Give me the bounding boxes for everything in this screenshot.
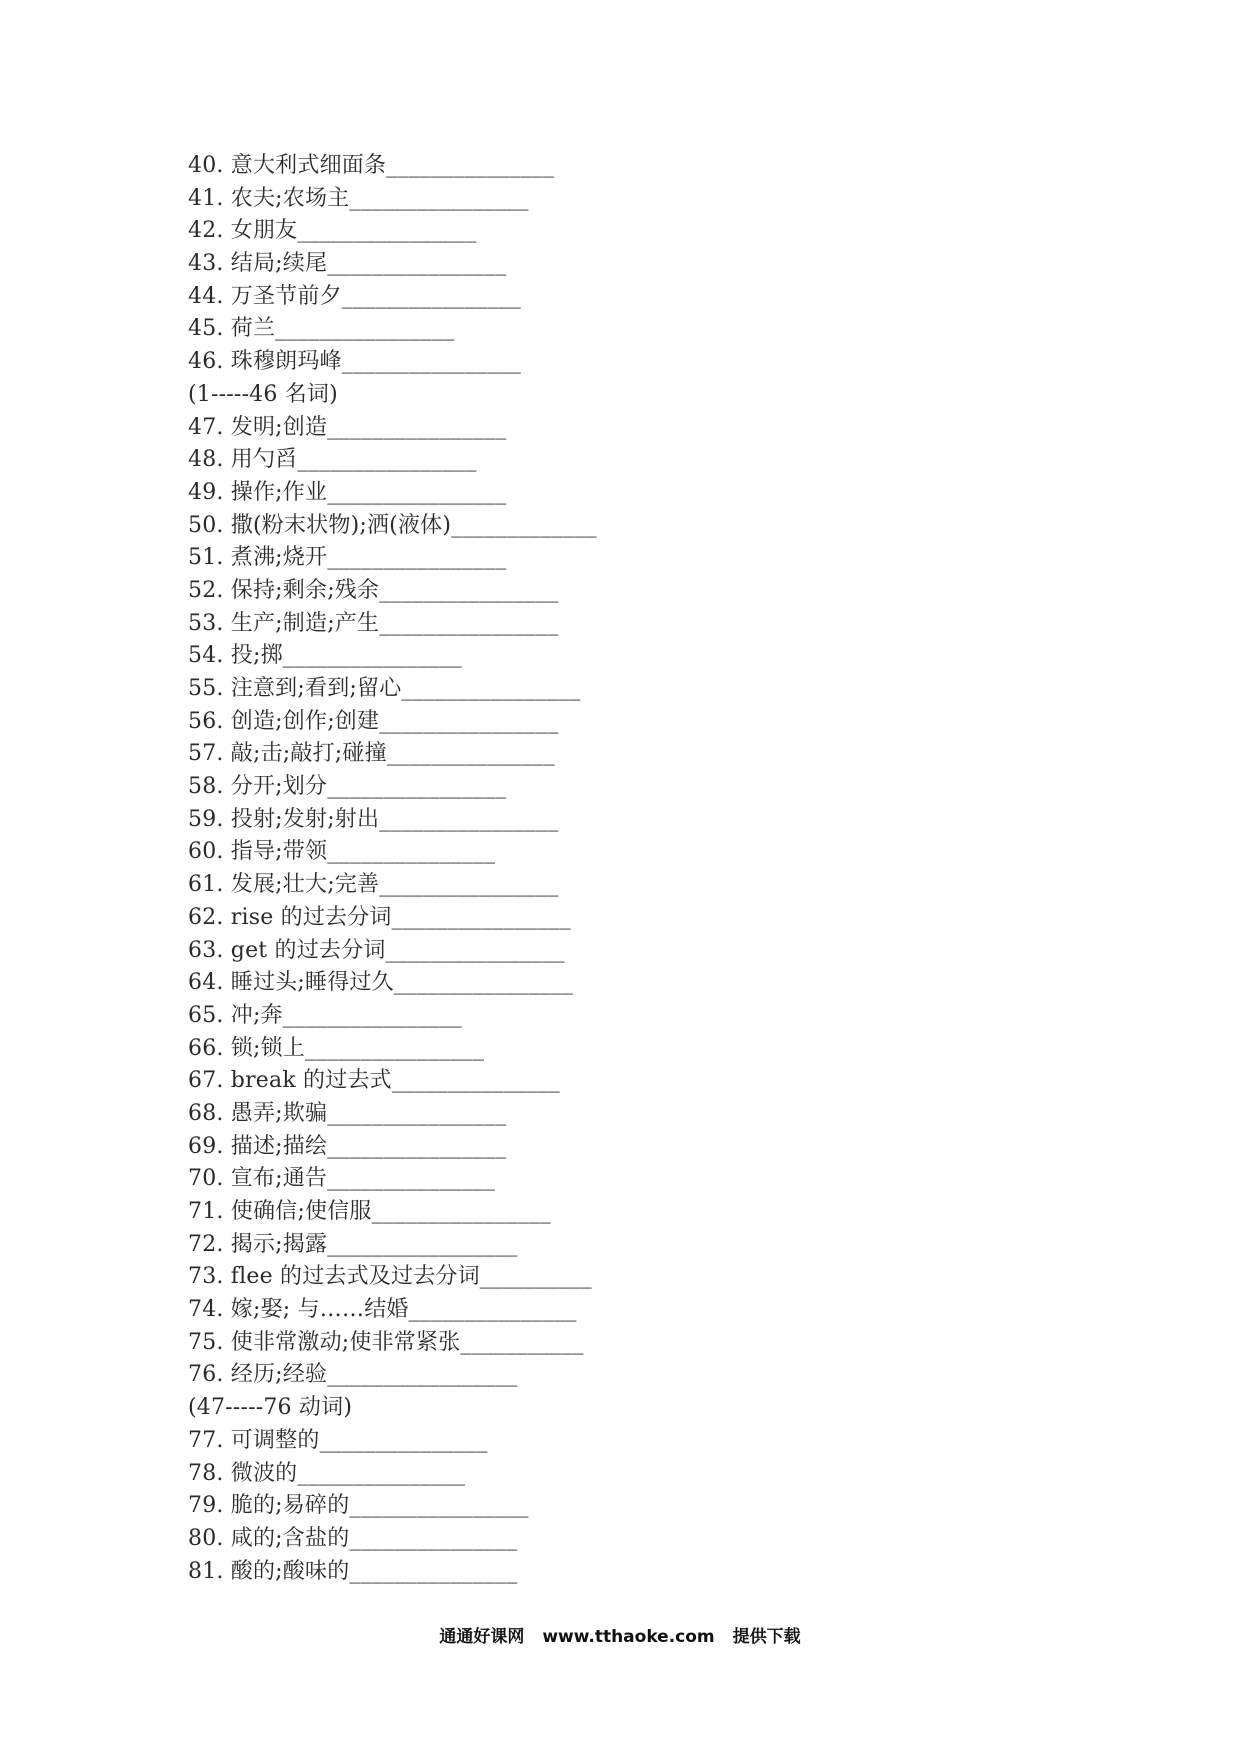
list-item: 46. 珠穆朗玛峰________________ — [188, 349, 521, 375]
list-item: 75. 使非常激动;使非常紧张___________ — [188, 1329, 584, 1355]
list-item: 76. 经历;经验_________________ — [188, 1362, 518, 1388]
list-item: 66. 锁;锁上________________ — [188, 1035, 485, 1061]
list-item: 78. 微波的_______________ — [188, 1460, 466, 1486]
section-note: (1-----46 名词) — [188, 381, 338, 407]
list-item: 52. 保持;剩余;残余________________ — [188, 577, 559, 603]
page-footer — [0, 1622, 1240, 1647]
list-item: 68. 愚弄;欺骗________________ — [188, 1100, 507, 1126]
list-item: 41. 农夫;农场主________________ — [188, 185, 529, 211]
list-item: 58. 分开;划分________________ — [188, 774, 507, 800]
list-item: 71. 使确信;使信服________________ — [188, 1199, 551, 1224]
list-item: 51. 煮沸;烧开________________ — [188, 545, 507, 571]
list-item: 59. 投射;发射;射出________________ — [188, 806, 559, 832]
list-item: 47. 发明;创造________________ — [188, 414, 507, 440]
list-item: 48. 用勺舀________________ — [188, 447, 477, 473]
list-item: 49. 操作;作业________________ — [188, 479, 507, 505]
list-item: 64. 睡过头;睡得过久________________ — [188, 970, 573, 996]
footer-site-name: 通通好课网 — [439, 1627, 525, 1647]
list-item: 42. 女朋友________________ — [188, 218, 477, 244]
list-item: 44. 万圣节前夕________________ — [188, 283, 521, 309]
list-item: 65. 冲;奔________________ — [188, 1002, 462, 1028]
list-item: 45. 荷兰________________ — [188, 316, 455, 342]
footer-suffix: 提供下载 — [732, 1627, 801, 1647]
list-item: 79. 脆的;易碎的________________ — [188, 1493, 529, 1519]
list-item: 57. 敲;击;敲打;碰撞_______________ — [188, 741, 555, 767]
list-item: 55. 注意到;看到;留心________________ — [188, 676, 581, 701]
list-item: 67. break 的过去式_______________ — [188, 1068, 560, 1094]
list-item: 70. 宣布;通告_______________ — [188, 1166, 496, 1192]
list-item: 80. 咸的;含盐的_______________ — [188, 1525, 518, 1551]
footer-url: www.tthaoke.com — [542, 1627, 715, 1647]
list-item: 43. 结局;续尾________________ — [188, 251, 507, 277]
list-item: 73. flee 的过去式及过去分词__________ — [188, 1264, 592, 1290]
list-item: 62. rise 的过去分词________________ — [188, 904, 571, 930]
list-item: 50. 撒(粉末状物);洒(液体)_____________ — [188, 512, 597, 538]
list-item: 60. 指导;带领_______________ — [188, 839, 496, 865]
list-item: 56. 创造;创作;创建________________ — [188, 708, 559, 734]
list-item: 63. get 的过去分词________________ — [188, 937, 565, 963]
list-item: 77. 可调整的_______________ — [188, 1427, 488, 1453]
list-item: 74. 嫁;娶; 与……结婚_______________ — [188, 1297, 577, 1323]
section-note: (47-----76 动词) — [188, 1395, 353, 1421]
list-item: 69. 描述;描绘________________ — [188, 1133, 507, 1159]
list-item: 72. 揭示;揭露_________________ — [188, 1231, 518, 1257]
list-item: 54. 投;掷________________ — [188, 643, 462, 669]
list-item: 61. 发展;壮大;完善________________ — [188, 872, 559, 898]
list-item: 40. 意大利式细面条_______________ — [188, 153, 555, 178]
list-item: 53. 生产;制造;产生________________ — [188, 610, 559, 636]
vocabulary-list — [188, 150, 597, 1588]
list-item: 81. 酸的;酸味的_______________ — [188, 1558, 518, 1584]
